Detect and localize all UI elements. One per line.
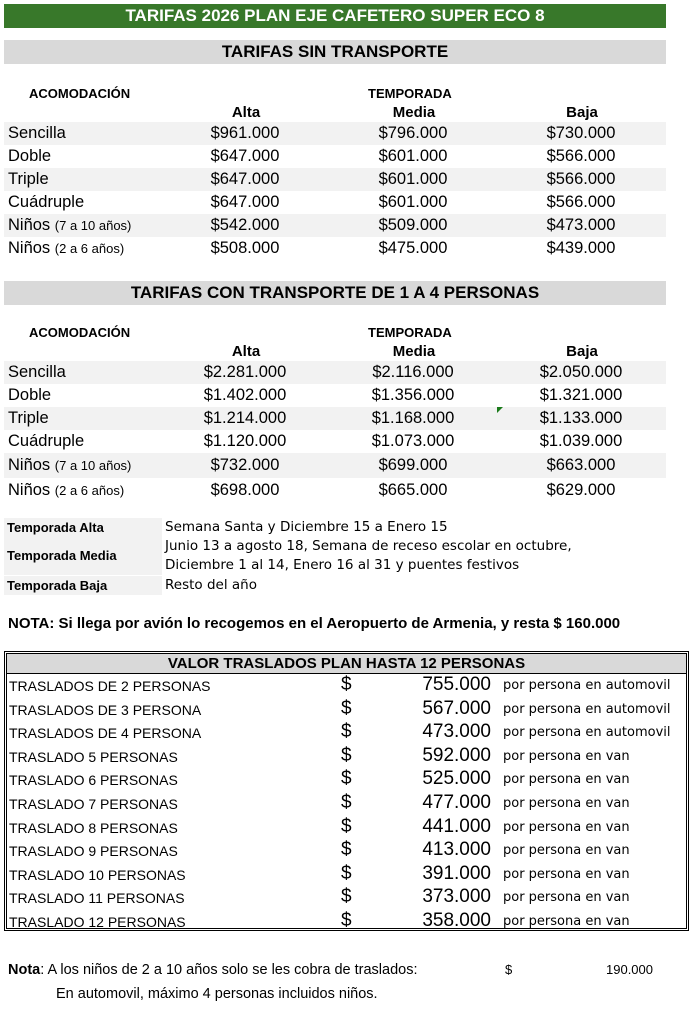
- transfer-row: [7, 674, 686, 698]
- rate-row: [4, 191, 666, 214]
- price-media: $796.000: [378, 124, 448, 142]
- transfer-type: por persona en van: [503, 914, 630, 929]
- transfer-amount: 441.000: [422, 815, 491, 837]
- currency-symbol: $: [341, 910, 352, 931]
- transfer-row: [7, 745, 686, 769]
- transfer-amount: 477.000: [422, 792, 491, 813]
- price-alta: $1.120.000: [203, 432, 287, 450]
- rate-row: [4, 168, 666, 191]
- room-type: Triple: [8, 409, 49, 427]
- transfer-row: [7, 886, 686, 910]
- season-name: Temporada Media: [4, 537, 162, 575]
- price-alta: $542.000: [210, 216, 280, 234]
- section-heading-con-transporte: TARIFAS CON TRANSPORTE DE 1 A 4 PERSONAS: [4, 281, 666, 305]
- price-baja: $566.000: [546, 193, 616, 211]
- price-baja: $1.039.000: [539, 432, 623, 450]
- price-alta: $508.000: [210, 239, 280, 257]
- price-baja: $1.321.000: [539, 386, 623, 404]
- transfer-amount: 373.000: [422, 886, 491, 908]
- price-media: $1.073.000: [371, 432, 455, 450]
- rate-row: [4, 361, 666, 384]
- price-media: $1.356.000: [371, 386, 455, 404]
- transfers-table: [4, 651, 689, 931]
- rate-row: [4, 407, 666, 430]
- price-baja: $439.000: [546, 239, 616, 257]
- transfer-type: por persona en automovil: [503, 701, 671, 717]
- col-acomodacion: ACOMODACIÓN: [29, 325, 131, 340]
- room-type: Doble: [8, 386, 52, 404]
- transfer-row: [7, 910, 686, 934]
- price-alta: $1.402.000: [203, 386, 287, 404]
- room-type: Cuádruple: [8, 432, 85, 450]
- season-media: [4, 537, 664, 575]
- col-alta: Alta: [231, 343, 261, 360]
- price-baja: $2.050.000: [539, 363, 623, 381]
- price-media: $509.000: [378, 216, 448, 234]
- page-title: TARIFAS 2026 PLAN EJE CAFETERO SUPER ECO 8: [4, 4, 666, 28]
- col-media: Media: [392, 343, 436, 360]
- transfer-name: TRASLADO 9 PERSONAS: [9, 843, 178, 860]
- rate-row: [4, 384, 666, 407]
- transfer-name: TRASLADO 8 PERSONAS: [9, 819, 178, 836]
- rate-row: [4, 145, 666, 168]
- cell-comment-marker: [497, 407, 503, 413]
- currency-symbol: $: [341, 697, 352, 719]
- price-media: $601.000: [378, 147, 448, 165]
- room-type: Niños (2 a 6 años): [8, 481, 125, 499]
- transfer-row: [7, 792, 686, 816]
- transfer-name: TRASLADOS DE 4 PERSONA: [9, 725, 202, 742]
- price-alta: $698.000: [210, 481, 280, 499]
- transfer-type: por persona en automovil: [503, 725, 671, 741]
- season-desc: Junio 13 a agosto 18, Semana de receso escolar en octubre,: [165, 538, 572, 554]
- col-temporada: TEMPORADA: [368, 325, 452, 340]
- note-text: : A los niños de 2 a 10 años solo se les cobra de traslados:: [40, 962, 418, 978]
- col-media: Media: [392, 104, 436, 121]
- price-alta: $961.000: [210, 124, 280, 142]
- transfer-name: TRASLADO 12 PERSONAS: [9, 914, 186, 930]
- season-baja: [4, 576, 664, 595]
- transfer-type: por persona en van: [503, 748, 630, 764]
- season-desc: Semana Santa y Diciembre 15 a Enero 15: [165, 519, 448, 535]
- note-amount: 190.000: [606, 962, 653, 977]
- currency-symbol: $: [341, 815, 352, 837]
- currency-symbol: $: [341, 792, 352, 813]
- currency-symbol: $: [341, 674, 352, 695]
- col-alta: Alta: [231, 104, 261, 121]
- transfer-type: por persona en van: [503, 796, 630, 811]
- price-media: $1.168.000: [371, 409, 455, 427]
- season-desc: Resto del año: [165, 577, 257, 593]
- transfer-amount: 391.000: [422, 862, 491, 884]
- currency-symbol: $: [341, 721, 352, 743]
- rate-row: [4, 122, 666, 145]
- price-media: $2.116.000: [372, 363, 454, 381]
- transfer-amount: 567.000: [422, 697, 491, 719]
- price-alta: $732.000: [210, 456, 280, 474]
- transfer-row: [7, 768, 686, 792]
- children-note: [8, 958, 688, 1006]
- transfer-row: [7, 816, 686, 840]
- room-type: Niños (2 a 6 años): [8, 239, 125, 257]
- room-type: Cuádruple: [8, 193, 85, 211]
- currency-symbol: $: [341, 862, 352, 884]
- transfer-name: TRASLADO 5 PERSONAS: [9, 748, 178, 765]
- transfer-name: TRASLADOS DE 3 PERSONA: [9, 701, 202, 718]
- price-media: $601.000: [378, 193, 448, 211]
- transfer-amount: 592.000: [422, 744, 491, 766]
- transfer-type: por persona en van: [503, 819, 630, 835]
- price-baja: $663.000: [546, 456, 616, 474]
- transfer-amount: 755.000: [422, 674, 491, 695]
- note-label: Nota: [8, 962, 41, 978]
- price-baja: $473.000: [546, 216, 616, 234]
- currency-symbol: $: [341, 886, 352, 908]
- transfer-name: TRASLADO 11 PERSONAS: [9, 890, 185, 907]
- season-name: Temporada Baja: [4, 576, 162, 595]
- transfer-type: por persona en van: [503, 890, 630, 906]
- currency-symbol: $: [341, 768, 352, 790]
- transfer-type: por persona en van: [503, 843, 630, 859]
- note-line2: En automovil, máximo 4 personas incluidos niños.: [56, 986, 378, 1002]
- room-type: Triple: [8, 170, 49, 188]
- transfer-name: TRASLADOS DE 2 PERSONAS: [9, 678, 211, 694]
- season-alta: [4, 518, 664, 537]
- price-baja: $629.000: [546, 481, 616, 499]
- col-baja: Baja: [566, 104, 598, 121]
- airport-note: NOTA: Si llega por avión lo recogemos en el Aeropuerto de Armenia, y resta $ 160.000: [8, 615, 621, 632]
- transfer-type: por persona en van: [503, 772, 630, 788]
- price-media: $475.000: [378, 239, 448, 257]
- season-desc-2: Diciembre 1 al 14, Enero 16 al 31 y puentes festivos: [165, 557, 520, 573]
- rate-row: [4, 430, 666, 453]
- transfer-row: [7, 721, 686, 745]
- section-heading-sin-transporte: TARIFAS SIN TRANSPORTE: [4, 40, 666, 64]
- transfer-name: TRASLADO 6 PERSONAS: [9, 772, 178, 789]
- price-alta: $1.214.000: [203, 409, 287, 427]
- transfer-type: por persona en van: [503, 866, 630, 882]
- room-type: Niños (7 a 10 años): [8, 216, 132, 234]
- transfer-amount: 525.000: [422, 768, 491, 790]
- transfer-amount: 413.000: [422, 839, 491, 861]
- col-temporada: TEMPORADA: [368, 86, 452, 101]
- price-baja: $730.000: [546, 124, 616, 142]
- transfer-amount: 358.000: [422, 910, 491, 931]
- price-baja: $1.133.000: [539, 409, 623, 427]
- room-type: Doble: [8, 147, 52, 165]
- price-alta: $647.000: [210, 170, 280, 188]
- room-type: Sencilla: [8, 124, 66, 142]
- price-media: $699.000: [378, 456, 448, 474]
- rate-row: [4, 478, 666, 503]
- transfer-amount: 473.000: [422, 721, 491, 743]
- col-acomodacion: ACOMODACIÓN: [29, 86, 131, 101]
- room-type: Sencilla: [8, 363, 66, 381]
- price-baja: $566.000: [546, 147, 616, 165]
- price-alta: $647.000: [210, 193, 280, 211]
- transfer-name: TRASLADO 7 PERSONAS: [9, 796, 178, 812]
- price-baja: $566.000: [546, 170, 616, 188]
- season-name: Temporada Alta: [4, 518, 162, 537]
- note-currency: $: [505, 962, 513, 977]
- price-media: $665.000: [378, 481, 448, 499]
- transfers-heading: VALOR TRASLADOS PLAN HASTA 12 PERSONAS: [7, 654, 686, 674]
- transfer-row: [7, 839, 686, 863]
- currency-symbol: $: [341, 839, 352, 861]
- price-alta: $647.000: [210, 147, 280, 165]
- price-media: $601.000: [378, 170, 448, 188]
- room-type: Niños (7 a 10 años): [8, 456, 132, 474]
- rate-row: [4, 453, 666, 478]
- transfer-row: [7, 863, 686, 887]
- price-alta: $2.281.000: [203, 363, 287, 381]
- currency-symbol: $: [341, 744, 352, 766]
- rate-row: [4, 214, 666, 237]
- rate-row: [4, 237, 666, 260]
- transfer-row: [7, 698, 686, 722]
- col-baja: Baja: [566, 343, 598, 360]
- transfer-name: TRASLADO 10 PERSONAS: [9, 866, 186, 883]
- transfer-type: por persona en automovil: [503, 678, 671, 693]
